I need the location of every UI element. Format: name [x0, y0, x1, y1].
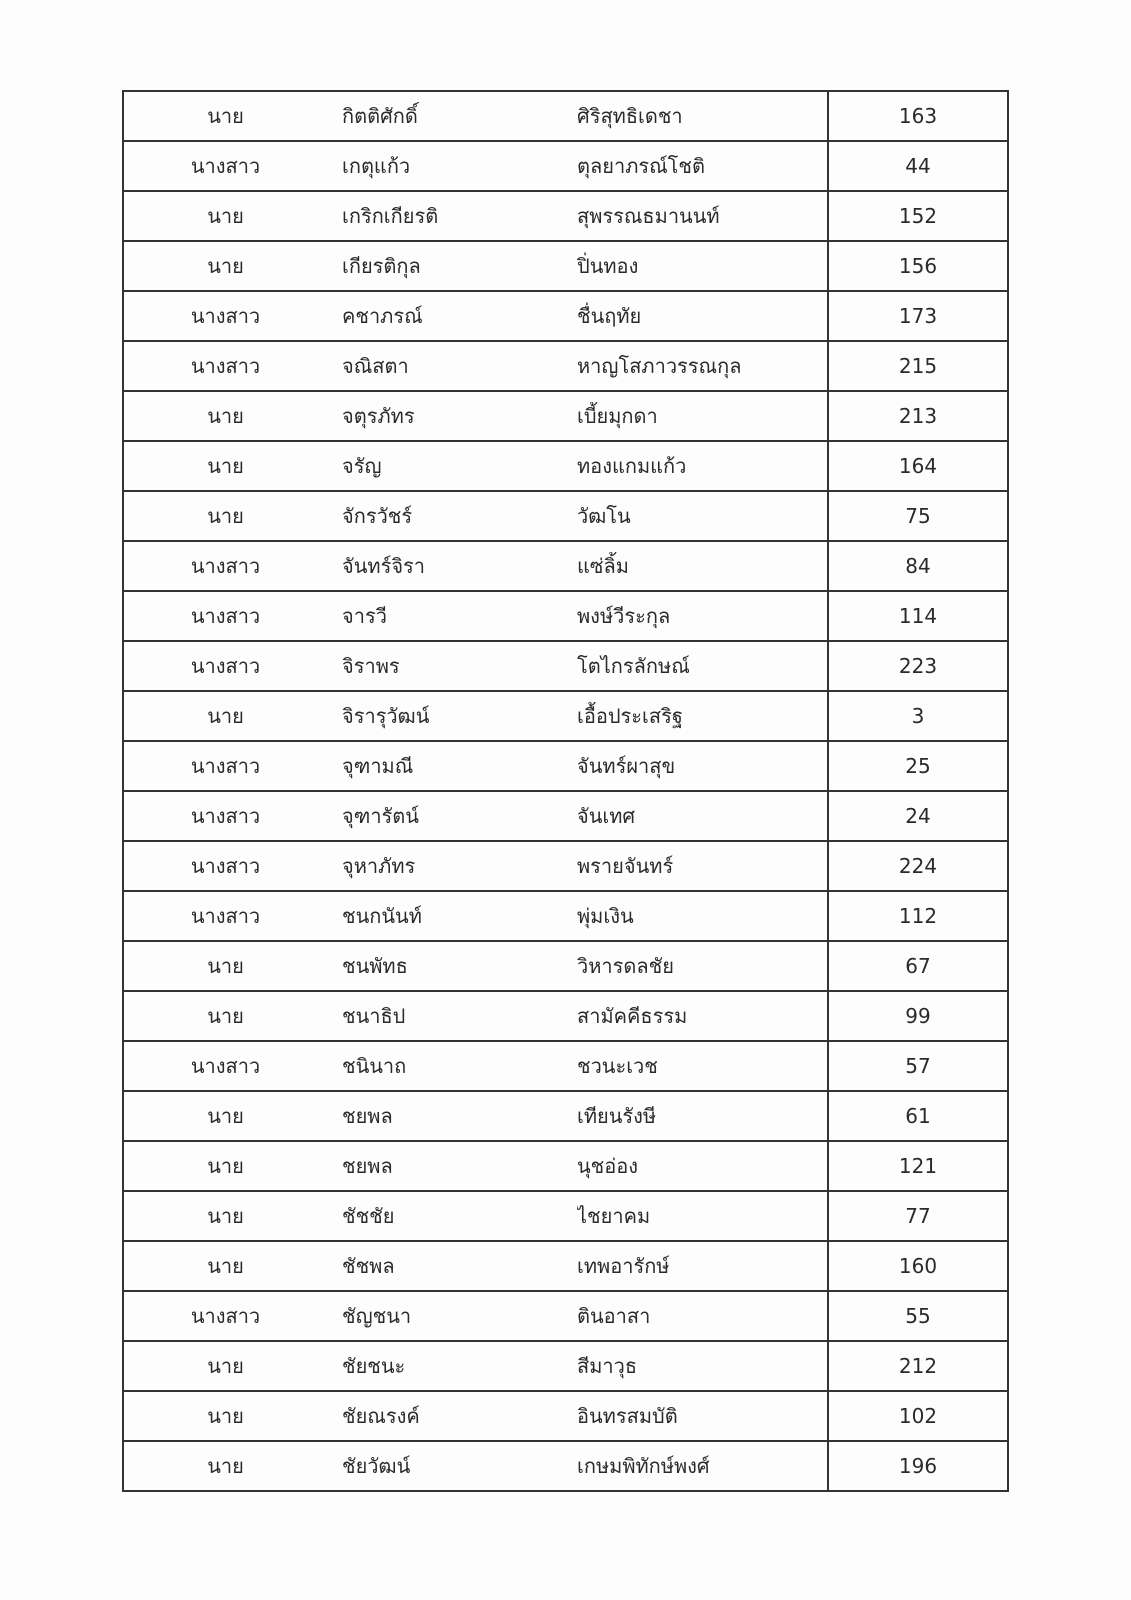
- name-prefix-cell: นางสาว: [123, 341, 327, 391]
- number-cell: 156: [828, 241, 1008, 291]
- last-name-cell: พงษ์วีระกุล: [577, 591, 828, 641]
- table-row: [123, 1391, 1008, 1441]
- first-name-cell: จันทร์จิรา: [327, 541, 577, 591]
- last-name-cell: ตินอาสา: [577, 1291, 828, 1341]
- last-name-cell: นุชอ่อง: [577, 1141, 828, 1191]
- name-prefix-cell: นาย: [123, 391, 327, 441]
- last-name-cell: ศิริสุทธิเดชา: [577, 91, 828, 141]
- table-row: [123, 1091, 1008, 1141]
- number-cell: 160: [828, 1241, 1008, 1291]
- name-prefix-cell: นาย: [123, 241, 327, 291]
- last-name-cell: พรายจันทร์: [577, 841, 828, 891]
- table-row: [123, 91, 1008, 141]
- first-name-cell: กิตติศักดิ์: [327, 91, 577, 141]
- name-prefix-cell: นาย: [123, 1241, 327, 1291]
- number-cell: 213: [828, 391, 1008, 441]
- name-list-table: [122, 90, 1009, 1492]
- first-name-cell: เกียรติกุล: [327, 241, 577, 291]
- number-cell: 99: [828, 991, 1008, 1041]
- number-cell: 67: [828, 941, 1008, 991]
- last-name-cell: วิหารดลชัย: [577, 941, 828, 991]
- table-row: [123, 941, 1008, 991]
- name-prefix-cell: นางสาว: [123, 741, 327, 791]
- number-cell: 163: [828, 91, 1008, 141]
- last-name-cell: สุพรรณธมานนท์: [577, 191, 828, 241]
- number-cell: 215: [828, 341, 1008, 391]
- table-row: [123, 1191, 1008, 1241]
- table-row: [123, 241, 1008, 291]
- table-row: [123, 1291, 1008, 1341]
- number-cell: 196: [828, 1441, 1008, 1491]
- table-row: [123, 191, 1008, 241]
- first-name-cell: จตุรภัทร: [327, 391, 577, 441]
- number-cell: 84: [828, 541, 1008, 591]
- first-name-cell: จักรวัชร์: [327, 491, 577, 541]
- table-row: [123, 641, 1008, 691]
- name-prefix-cell: นาย: [123, 441, 327, 491]
- table-row: [123, 341, 1008, 391]
- name-prefix-cell: นาย: [123, 1391, 327, 1441]
- first-name-cell: จรัญ: [327, 441, 577, 491]
- name-prefix-cell: นางสาว: [123, 641, 327, 691]
- number-cell: 44: [828, 141, 1008, 191]
- number-cell: 24: [828, 791, 1008, 841]
- table-row: [123, 591, 1008, 641]
- number-cell: 55: [828, 1291, 1008, 1341]
- last-name-cell: พุ่มเงิน: [577, 891, 828, 941]
- last-name-cell: วัฒโน: [577, 491, 828, 541]
- number-cell: 61: [828, 1091, 1008, 1141]
- number-cell: 57: [828, 1041, 1008, 1091]
- name-prefix-cell: นาย: [123, 91, 327, 141]
- name-prefix-cell: นาย: [123, 691, 327, 741]
- first-name-cell: เกริกเกียรติ: [327, 191, 577, 241]
- first-name-cell: ชนพัทธ: [327, 941, 577, 991]
- last-name-cell: จันทร์ผาสุข: [577, 741, 828, 791]
- last-name-cell: เทียนรังษี: [577, 1091, 828, 1141]
- table-row: [123, 1041, 1008, 1091]
- number-cell: 3: [828, 691, 1008, 741]
- number-cell: 152: [828, 191, 1008, 241]
- name-prefix-cell: นางสาว: [123, 791, 327, 841]
- number-cell: 173: [828, 291, 1008, 341]
- first-name-cell: ชัชพล: [327, 1241, 577, 1291]
- number-cell: 121: [828, 1141, 1008, 1191]
- name-prefix-cell: นาย: [123, 191, 327, 241]
- first-name-cell: ชนกนันท์: [327, 891, 577, 941]
- name-prefix-cell: นางสาว: [123, 1041, 327, 1091]
- first-name-cell: จุฑารัตน์: [327, 791, 577, 841]
- number-cell: 114: [828, 591, 1008, 641]
- number-cell: 75: [828, 491, 1008, 541]
- name-prefix-cell: นางสาว: [123, 841, 327, 891]
- last-name-cell: ชื่นฤทัย: [577, 291, 828, 341]
- first-name-cell: จุฑามณี: [327, 741, 577, 791]
- number-cell: 102: [828, 1391, 1008, 1441]
- name-prefix-cell: นาย: [123, 941, 327, 991]
- first-name-cell: จุหาภัทร: [327, 841, 577, 891]
- first-name-cell: ชนาธิป: [327, 991, 577, 1041]
- name-prefix-cell: นาย: [123, 1191, 327, 1241]
- last-name-cell: เกษมพิทักษ์พงศ์: [577, 1441, 828, 1491]
- number-cell: 77: [828, 1191, 1008, 1241]
- first-name-cell: ชัชชัย: [327, 1191, 577, 1241]
- name-prefix-cell: นาย: [123, 991, 327, 1041]
- name-prefix-cell: นาย: [123, 1341, 327, 1391]
- table-row: [123, 541, 1008, 591]
- number-cell: 164: [828, 441, 1008, 491]
- name-prefix-cell: นาย: [123, 1441, 327, 1491]
- first-name-cell: ชนินาถ: [327, 1041, 577, 1091]
- last-name-cell: เบี้ยมุกดา: [577, 391, 828, 441]
- table-row: [123, 1141, 1008, 1191]
- name-prefix-cell: นางสาว: [123, 591, 327, 641]
- name-prefix-cell: นางสาว: [123, 291, 327, 341]
- last-name-cell: ปิ่นทอง: [577, 241, 828, 291]
- table-row: [123, 1241, 1008, 1291]
- last-name-cell: ชวนะเวช: [577, 1041, 828, 1091]
- last-name-cell: จันเทศ: [577, 791, 828, 841]
- table-row: [123, 441, 1008, 491]
- number-cell: 112: [828, 891, 1008, 941]
- table-row: [123, 291, 1008, 341]
- first-name-cell: จณิสตา: [327, 341, 577, 391]
- table-row: [123, 991, 1008, 1041]
- last-name-cell: หาญโสภาวรรณกุล: [577, 341, 828, 391]
- first-name-cell: ชัยชนะ: [327, 1341, 577, 1391]
- last-name-cell: ทองแกมแก้ว: [577, 441, 828, 491]
- last-name-cell: อินทรสมบัติ: [577, 1391, 828, 1441]
- name-prefix-cell: นางสาว: [123, 541, 327, 591]
- name-prefix-cell: นางสาว: [123, 1291, 327, 1341]
- table-row: [123, 491, 1008, 541]
- table-row: [123, 391, 1008, 441]
- first-name-cell: ชัญชนา: [327, 1291, 577, 1341]
- number-cell: 224: [828, 841, 1008, 891]
- first-name-cell: จารวี: [327, 591, 577, 641]
- first-name-cell: คชาภรณ์: [327, 291, 577, 341]
- last-name-cell: สีมาวุธ: [577, 1341, 828, 1391]
- table-row: [123, 791, 1008, 841]
- first-name-cell: ชัยณรงค์: [327, 1391, 577, 1441]
- name-prefix-cell: นาย: [123, 1141, 327, 1191]
- first-name-cell: ชยพล: [327, 1091, 577, 1141]
- last-name-cell: เทพอารักษ์: [577, 1241, 828, 1291]
- first-name-cell: จิรารุวัฒน์: [327, 691, 577, 741]
- number-cell: 223: [828, 641, 1008, 691]
- name-prefix-cell: นาย: [123, 1091, 327, 1141]
- last-name-cell: สามัคคีธรรม: [577, 991, 828, 1041]
- table-row: [123, 1341, 1008, 1391]
- name-prefix-cell: นางสาว: [123, 141, 327, 191]
- last-name-cell: ตุลยาภรณ์โชติ: [577, 141, 828, 191]
- last-name-cell: เอื้อประเสริฐ: [577, 691, 828, 741]
- table-row: [123, 841, 1008, 891]
- table-row: [123, 741, 1008, 791]
- last-name-cell: ไชยาคม: [577, 1191, 828, 1241]
- name-prefix-cell: นาย: [123, 491, 327, 541]
- name-list-body: [123, 91, 1008, 1491]
- name-prefix-cell: นางสาว: [123, 891, 327, 941]
- table-row: [123, 691, 1008, 741]
- first-name-cell: จิราพร: [327, 641, 577, 691]
- first-name-cell: เกตุแก้ว: [327, 141, 577, 191]
- first-name-cell: ชัยวัฒน์: [327, 1441, 577, 1491]
- table-row: [123, 1441, 1008, 1491]
- first-name-cell: ชยพล: [327, 1141, 577, 1191]
- number-cell: 212: [828, 1341, 1008, 1391]
- table-row: [123, 141, 1008, 191]
- number-cell: 25: [828, 741, 1008, 791]
- last-name-cell: แซ่ลิ้ม: [577, 541, 828, 591]
- table-row: [123, 891, 1008, 941]
- last-name-cell: โตไกรลักษณ์: [577, 641, 828, 691]
